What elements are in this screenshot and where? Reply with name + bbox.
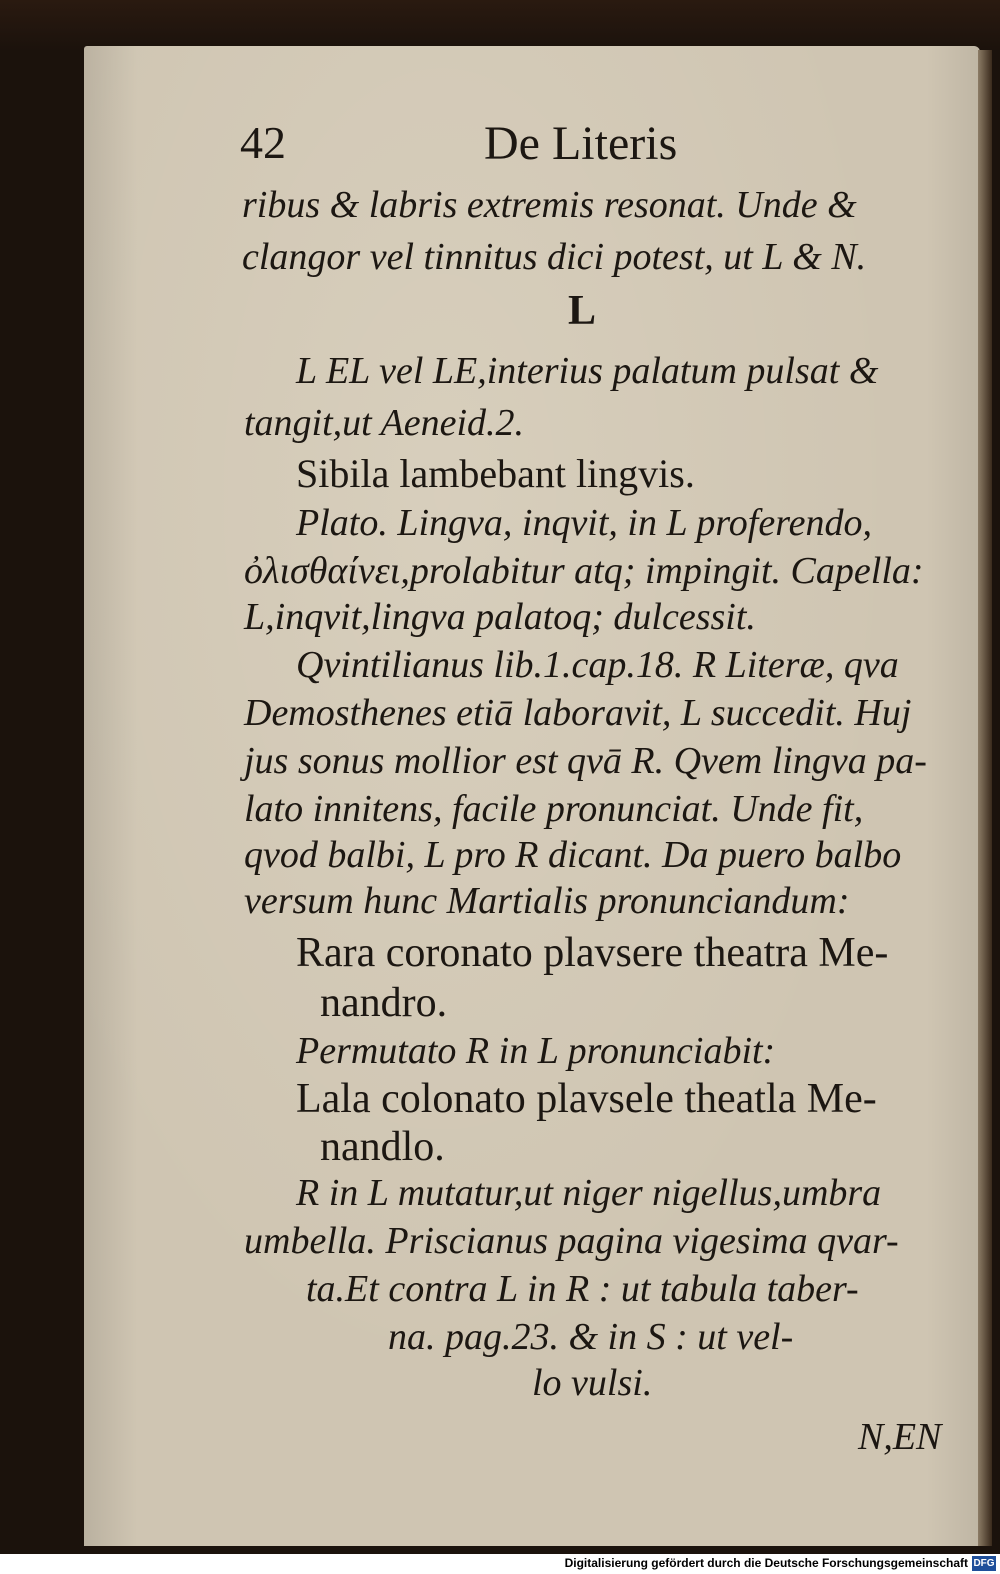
- text-line: ta.Et contra L in R : ut tabula taber-: [306, 1268, 859, 1310]
- text-line: L EL vel LE,interius palatum pulsat &: [296, 350, 879, 392]
- digitization-footer: [0, 1554, 1000, 1574]
- catchword: N,EN: [858, 1416, 942, 1458]
- text-line: R in L mutatur,ut niger nigellus,umbra: [296, 1172, 882, 1214]
- page-number: 42: [240, 117, 286, 168]
- text-line: versum hunc Martialis pronunciandum:: [244, 880, 850, 922]
- text-line: L,inqvit,lingva palatoq; dulcessit.: [244, 596, 756, 638]
- text-line: Demosthenes etiā laboravit, L succedit. Huj: [244, 692, 912, 734]
- text-line: lato innitens, facile pronunciat. Unde fit,: [244, 788, 864, 830]
- text-line: Plato. Lingva, inqvit, in L proferendo,: [296, 502, 872, 544]
- funding-credit: Digitalisierung gefördert durch die Deutsche Forschungsgemeinschaft: [564, 1556, 968, 1570]
- running-title: De Literis: [484, 117, 678, 170]
- text-line: qvod balbi, L pro R dicant. Da puero balbo: [244, 834, 902, 876]
- text-line: na. pag.23. & in S : ut vel-: [388, 1316, 794, 1358]
- text-line: umbella. Priscianus pagina vigesima qvar-: [244, 1220, 899, 1262]
- text-line: ὀλισθαίνει,prolabitur atq; impingit. Capella:: [244, 550, 924, 592]
- text-line: Permutato R in L pronunciabit:: [296, 1030, 776, 1072]
- verse-quote: Sibila lambebant lingvis.: [296, 451, 695, 496]
- text-line: tangit,ut Aeneid.2.: [244, 402, 525, 444]
- verse-quote: Rara coronato plavsere theatra Me-: [296, 930, 889, 976]
- text-line: Qvintilianus lib.1.cap.18. R Literæ, qva: [296, 644, 899, 686]
- text-line: lo vulsi.: [532, 1362, 653, 1404]
- verse-quote: Lala colonato plavsele theatla Me-: [296, 1076, 877, 1122]
- verse-quote: nandlo.: [320, 1124, 445, 1170]
- text-line: clangor vel tinnitus dici potest, ut L & N.: [242, 236, 867, 278]
- text-line: ribus & labris extremis resonat. Unde &: [242, 184, 857, 226]
- verse-quote: nandro.: [320, 980, 448, 1026]
- dfg-logo: DFG: [973, 1558, 995, 1569]
- text-line: jus sonus mollior est qvā R. Qvem lingva pa-: [244, 740, 927, 782]
- section-heading-L: L: [568, 288, 597, 334]
